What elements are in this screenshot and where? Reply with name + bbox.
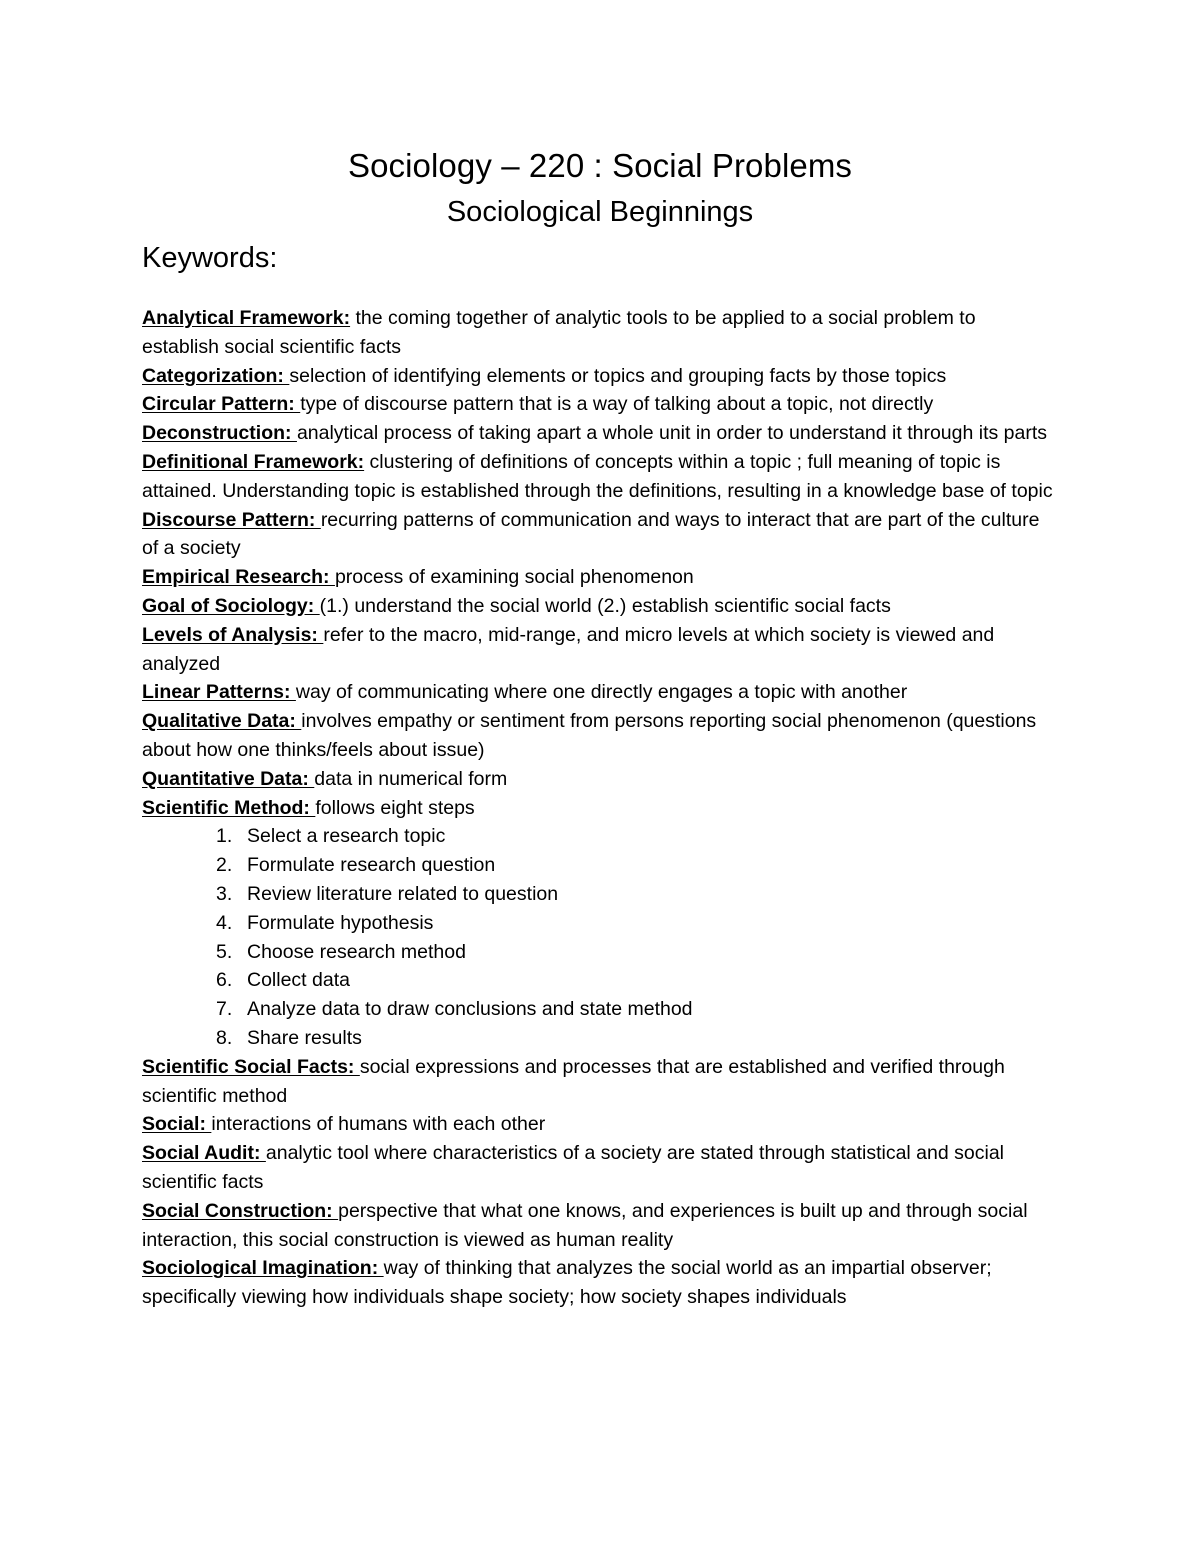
keyword-term: Sociological Imagination: bbox=[142, 1257, 384, 1280]
keyword-entry bbox=[142, 678, 1057, 707]
keyword-term: Discourse Pattern: bbox=[142, 508, 321, 531]
keyword-entry bbox=[142, 592, 1057, 621]
keyword-definition: analytic tool where characteristics of a society are stated through statistical and social scientific facts bbox=[142, 1142, 1004, 1193]
step-number: 8. bbox=[216, 1026, 233, 1049]
keyword-entry bbox=[142, 765, 1057, 794]
keyword-definition: analytical process of taking apart a whole unit in order to understand it through its parts bbox=[296, 422, 1048, 445]
keyword-term: Scientific Method: bbox=[142, 796, 316, 819]
keyword-entry bbox=[142, 621, 1057, 679]
keyword-definition: data in numerical form bbox=[314, 767, 508, 790]
step-item bbox=[142, 995, 1057, 1024]
keyword-entry bbox=[142, 362, 1057, 391]
step-text: Share results bbox=[247, 1026, 362, 1049]
keyword-entry bbox=[142, 304, 1057, 362]
keyword-definition: (1.) understand the social world (2.) establish scientific social facts bbox=[319, 594, 891, 617]
step-text: Review literature related to question bbox=[247, 882, 559, 905]
step-item bbox=[142, 966, 1057, 995]
step-number: 4. bbox=[216, 911, 233, 934]
keyword-term: Categorization: bbox=[142, 364, 290, 387]
keyword-entry bbox=[142, 794, 1057, 823]
step-text: Formulate research question bbox=[247, 854, 496, 877]
keyword-entry bbox=[142, 1254, 1057, 1312]
keyword-term: Social Audit: bbox=[142, 1142, 266, 1165]
keyword-entry bbox=[142, 506, 1057, 564]
keyword-definition: perspective that what one knows, and experiences is built up and through social interaction, this social construction is viewed as human reality bbox=[142, 1199, 1028, 1251]
keyword-definition: refer to the macro, mid-range, and micro levels at which society is viewed and analyzed bbox=[142, 623, 995, 675]
keyword-definition: selection of identifying elements or topics and grouping facts by those topics bbox=[289, 364, 947, 387]
keyword-term: Circular Pattern: bbox=[142, 393, 301, 416]
keyword-term: Definitional Framework: bbox=[142, 450, 365, 473]
step-item bbox=[142, 909, 1057, 938]
step-text: Formulate hypothesis bbox=[247, 911, 434, 934]
document-title: Sociology – 220 : Social Problems bbox=[347, 147, 853, 184]
scientific-method-steps bbox=[142, 822, 1057, 1052]
keyword-entry bbox=[142, 419, 1057, 448]
keyword-term: Empirical Research: bbox=[142, 566, 335, 589]
keyword-definition: process of examining social phenomenon bbox=[334, 566, 694, 589]
keyword-term: Deconstruction: bbox=[142, 422, 297, 445]
step-item bbox=[142, 822, 1057, 851]
keyword-term: Social: bbox=[142, 1113, 212, 1136]
step-item bbox=[142, 851, 1057, 880]
keyword-definition: way of thinking that analyzes the social world as an impartial observer; specifically viewing how individuals shape society; how society shapes individuals bbox=[142, 1257, 992, 1309]
keyword-entry bbox=[142, 1110, 1057, 1139]
keyword-definition: recurring patterns of communication and ways to interact that are part of the culture of a society bbox=[142, 508, 1040, 560]
document-subtitle: Sociological Beginnings bbox=[446, 196, 754, 228]
keyword-term: Quantitative Data: bbox=[142, 767, 315, 790]
step-item bbox=[142, 880, 1057, 909]
keyword-term: Qualitative Data: bbox=[142, 710, 302, 733]
keyword-definition: involves empathy or sentiment from persons reporting social phenomenon (questions about how one thinks/feels about issue) bbox=[142, 710, 1037, 761]
keyword-list bbox=[142, 304, 1057, 1312]
step-item bbox=[142, 938, 1057, 967]
step-number: 3. bbox=[216, 882, 233, 905]
step-number: 7. bbox=[216, 998, 233, 1021]
keyword-definition: interactions of humans with each other bbox=[211, 1113, 546, 1136]
keyword-entry bbox=[142, 448, 1057, 506]
keyword-definition: follows eight steps bbox=[315, 796, 475, 819]
keyword-term: Linear Patterns: bbox=[142, 681, 296, 704]
step-number: 2. bbox=[216, 854, 233, 877]
step-text: Select a research topic bbox=[247, 825, 446, 848]
keyword-term: Goal of Sociology: bbox=[142, 594, 320, 617]
keyword-entry bbox=[142, 707, 1057, 765]
keyword-definition: the coming together of analytic tools to be applied to a social problem to establish social scientific facts bbox=[142, 307, 976, 358]
keyword-entry bbox=[142, 390, 1057, 419]
step-text: Choose research method bbox=[247, 940, 466, 963]
keyword-definition: type of discourse pattern that is a way of talking about a topic, not directly bbox=[300, 393, 934, 416]
step-number: 5. bbox=[216, 940, 233, 963]
keyword-term: Social Construction: bbox=[142, 1199, 339, 1222]
keyword-definition: clustering of definitions of concepts within a topic ; full meaning of topic is attained. Understanding topic is established through the definitions, resulting in a knowledge base of topic bbox=[142, 450, 1053, 502]
keyword-entry bbox=[142, 1139, 1057, 1197]
step-text: Analyze data to draw conclusions and state method bbox=[247, 998, 693, 1021]
keyword-term: Scientific Social Facts: bbox=[142, 1055, 360, 1078]
keyword-definition: way of communicating where one directly engages a topic with another bbox=[295, 681, 908, 704]
keyword-term: Analytical Framework: bbox=[142, 307, 351, 329]
step-text: Collect data bbox=[247, 969, 350, 992]
keyword-entry bbox=[142, 563, 1057, 592]
keyword-term: Levels of Analysis: bbox=[142, 623, 324, 646]
step-number: 6. bbox=[216, 969, 233, 992]
keyword-entry bbox=[142, 1053, 1057, 1111]
step-number: 1. bbox=[216, 825, 233, 848]
keyword-definition: social expressions and processes that are established and verified through scientific method bbox=[142, 1055, 1005, 1107]
keywords-heading: Keywords: bbox=[142, 242, 278, 274]
step-item bbox=[142, 1024, 1057, 1053]
keyword-entry bbox=[142, 1197, 1057, 1255]
